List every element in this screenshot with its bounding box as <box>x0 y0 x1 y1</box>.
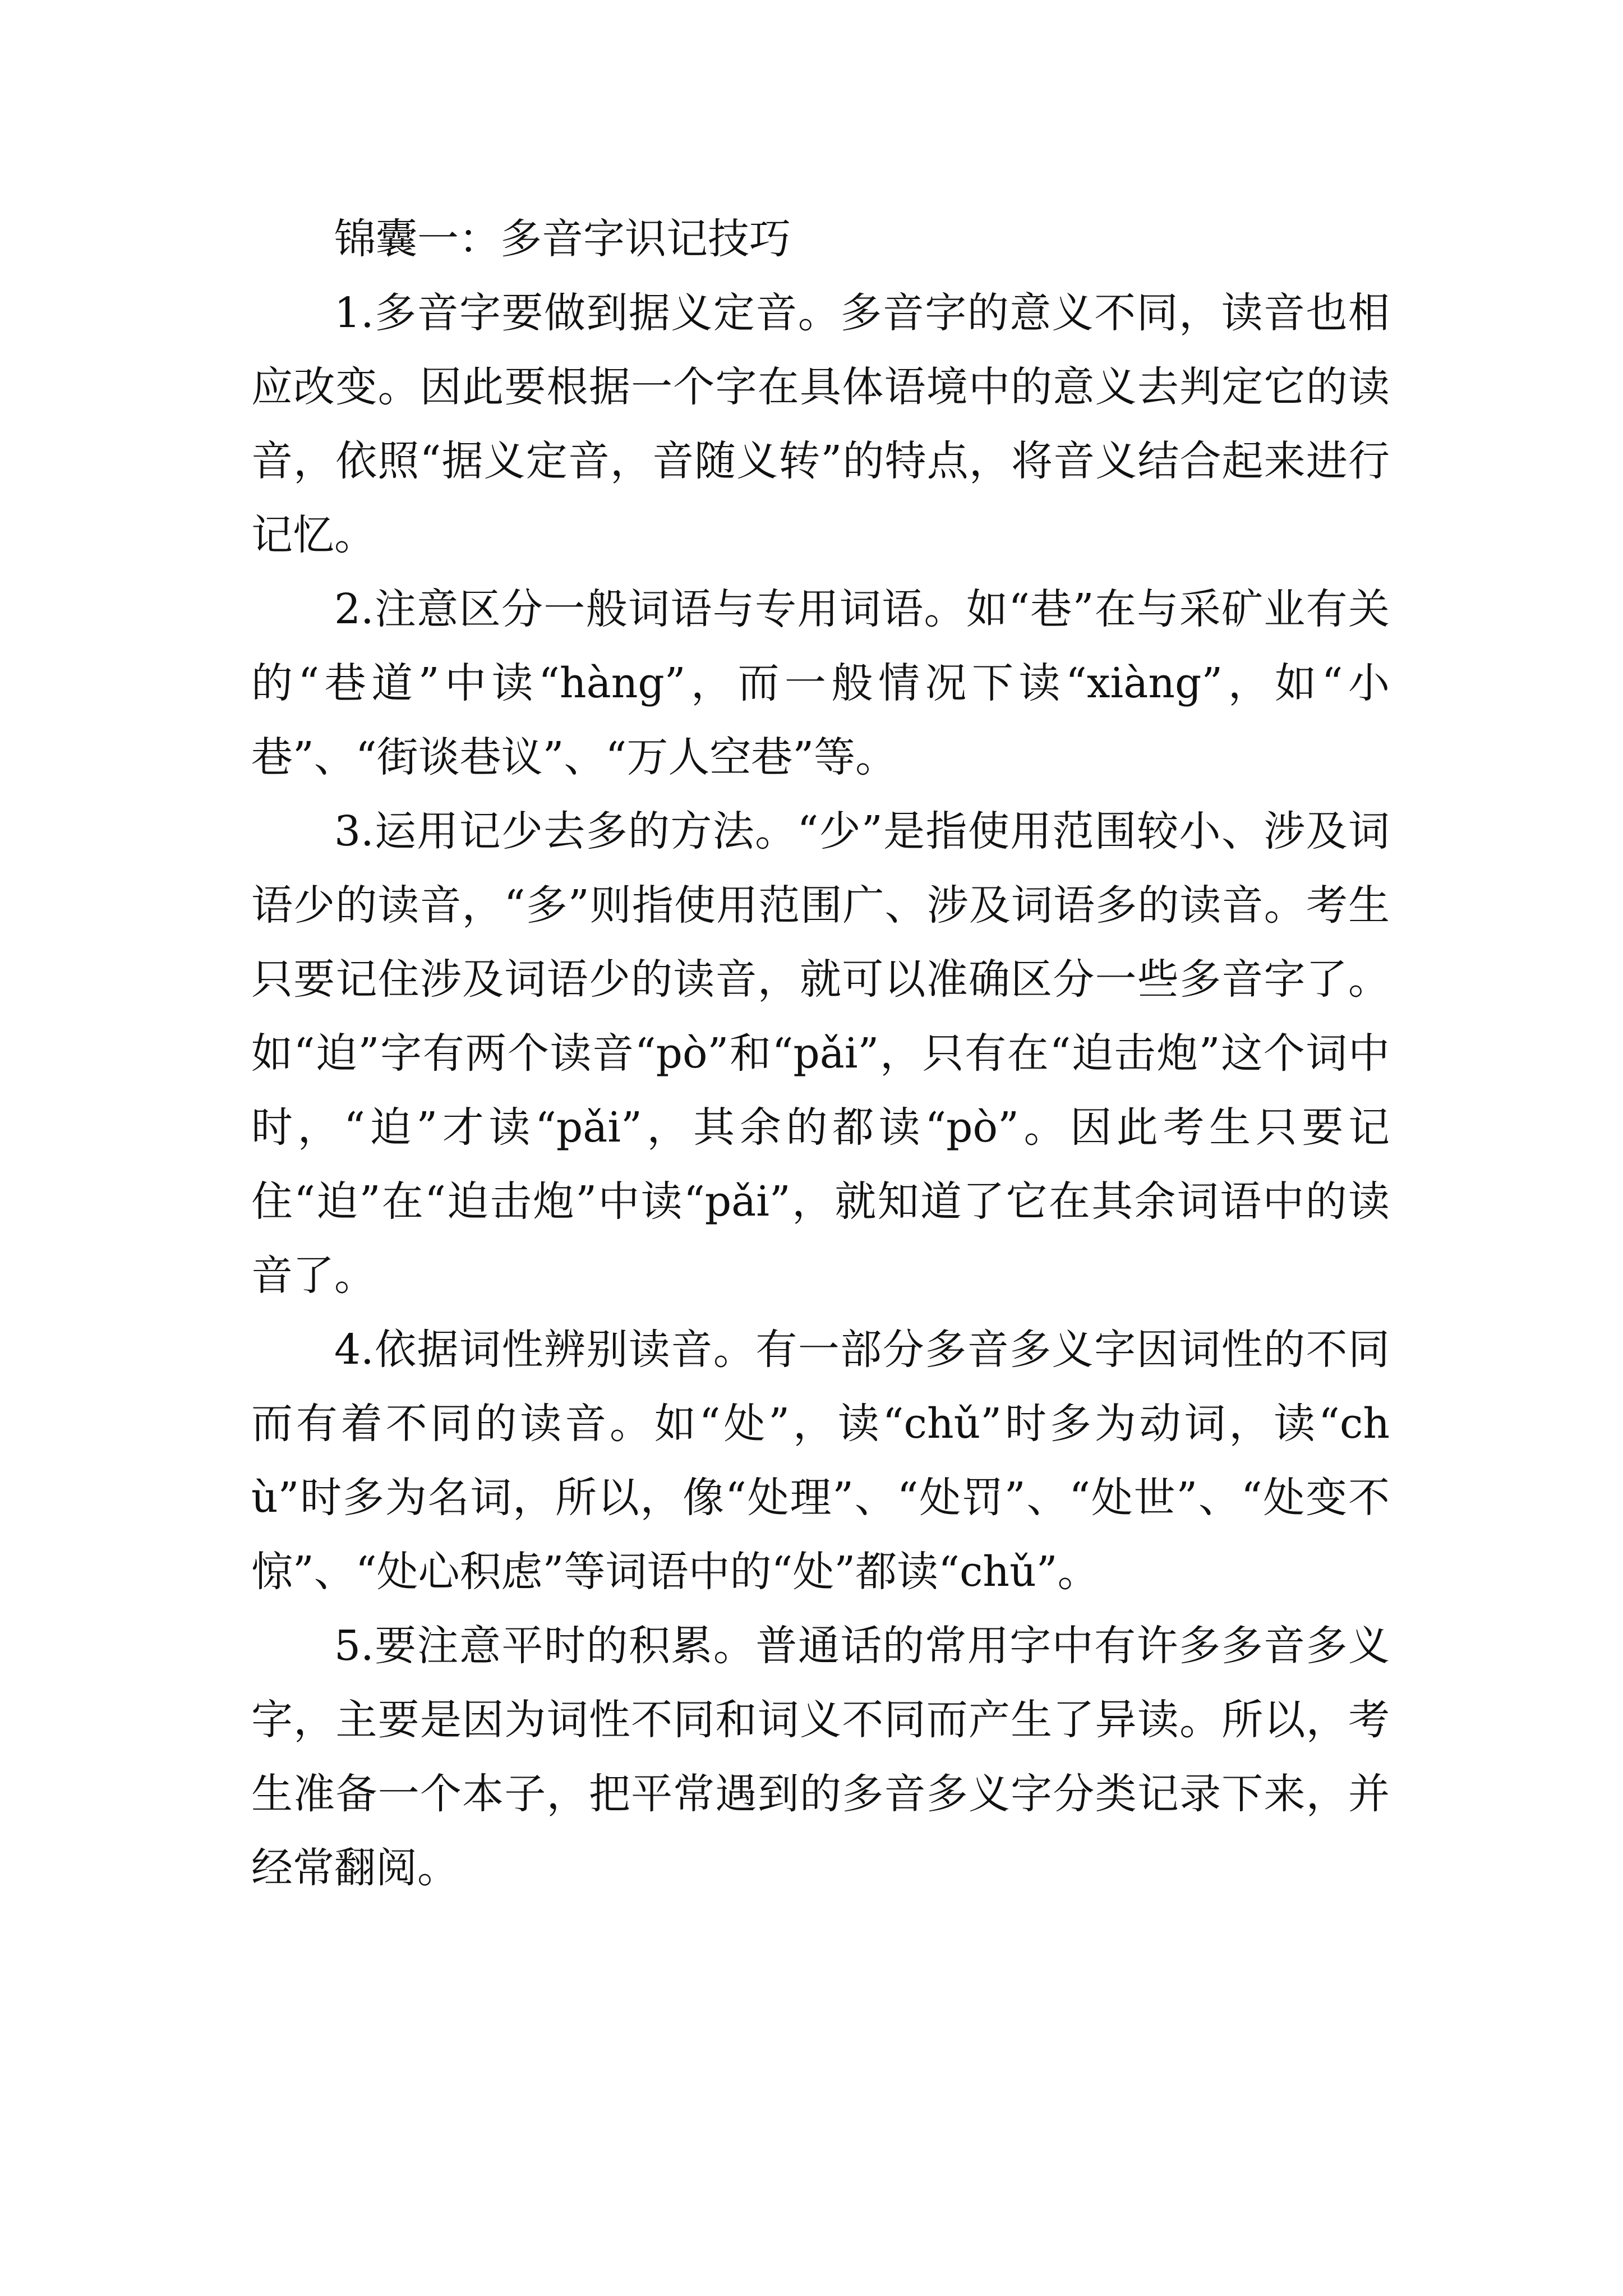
paragraph-3: 3.运用记少去多的方法。“少”是指使用范围较小、涉及词语少的读音，“多”则指使用范围广、涉及词语多的读音。考生只要记住涉及词语少的读音，就可以准确区分一些多音字了。如“迫”字有两个读音“pò”和“pǎi”，只有在“迫击炮”这个词中时，“迫”才读“pǎi”，其余的都读“pò”。因此考生只要记住“迫”在“迫击炮”中读“pǎi”，就知道了它在其余词语中的读音了。 <box>251 807 1390 1300</box>
section-heading: 锦囊一：多音字识记技巧 <box>334 215 791 263</box>
document-page <box>251 202 1390 1905</box>
paragraph-2: 2.注意区分一般词语与专用词语。如“巷”在与采矿业有关的“巷道”中读“hàng”，而一般情况下读“xiàng”，如“小巷”、“街谈巷议”、“万人空巷”等。 <box>251 585 1390 781</box>
paragraph-4: 4.依据词性辨别读音。有一部分多音多义字因词性的不同而有着不同的读音。如“处”，读“chǔ”时多为动词，读“chù”时多为名词，所以，像“处理”、“处罚”、“处世”、“处变不惊”、“处心积虑”等词语中的“处”都读“chǔ”。 <box>251 1326 1390 1596</box>
paragraph-1: 1.多音字要做到据义定音。多音字的意义不同，读音也相应改变。因此要根据一个字在具体语境中的意义去判定它的读音，依照“据义定音，音随义转”的特点，将音义结合起来进行记忆。 <box>251 289 1390 559</box>
paragraph-5: 5.要注意平时的积累。普通话的常用字中有许多多音多义字，主要是因为词性不同和词义不同而产生了异读。所以，考生准备一个本子，把平常遇到的多音多义字分类记录下来，并经常翻阅。 <box>251 1622 1390 1892</box>
